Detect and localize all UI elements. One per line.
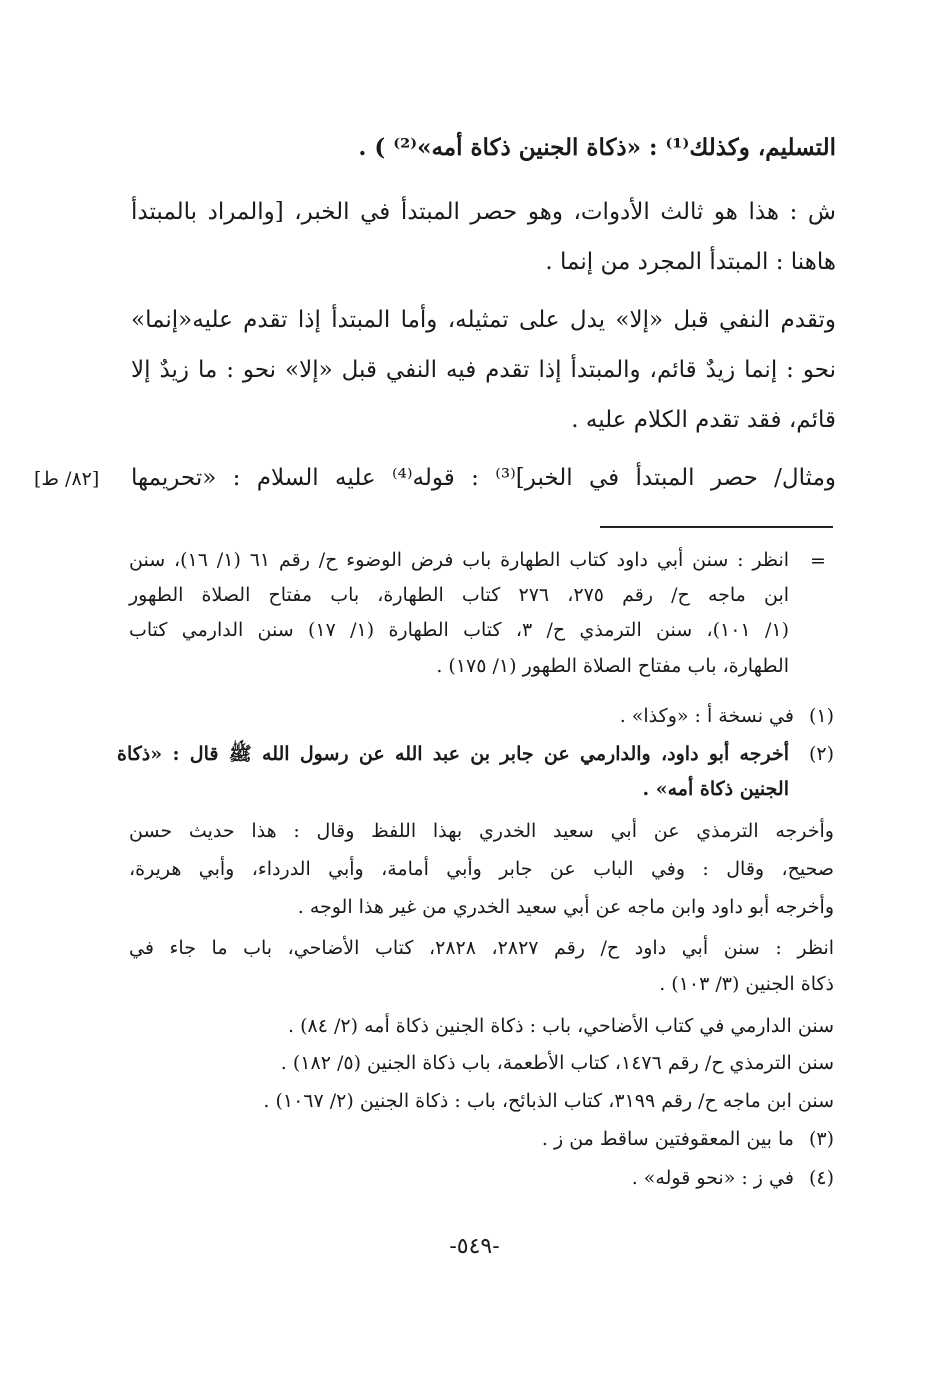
footnote-2-number: (٢) xyxy=(808,743,834,765)
footnote-2-more-4: انظر : سنن أبي داود ح/ رقم ٢٨٢٧، ٢٨٢٨، كتاب الأضاحي، باب ما جاء في xyxy=(129,937,835,959)
footnote-continuation-mark: = xyxy=(810,550,826,572)
main-line-3: هاهنا : المبتدأ المجرد من إنما . xyxy=(545,249,836,275)
footnote-4-number: (٤) xyxy=(808,1167,834,1189)
main-line-5: نحو : إنما زيدٌ قائم، والمبتدأ إذا تقدم فيه النفي قبل «إلا» نحو : ما زيدٌ إلا xyxy=(131,357,836,383)
footnote-2-line-2: الجنين ذكاة أمه» . xyxy=(642,778,789,800)
footnote-cont-line-1: انظر : سنن أبي داود كتاب الطهارة باب فرض الوضوء ح/ رقم ٦١ (١/ ١٦)، سنن xyxy=(129,549,790,571)
main-line-4: وتقدم النفي قبل «إلا» يدل على تمثيله، وأما المبتدأ إذا تقدم عليه«إنما» xyxy=(131,307,836,333)
footnote-2-line-1: أخرجه أبو داود، والدارمي عن جابر بن عبد الله عن رسول الله ﷺ قال : «ذكاة xyxy=(117,743,789,765)
footnote-1-text: في نسخة أ : «وكذا» . xyxy=(619,705,794,727)
footnote-3 xyxy=(129,1126,834,1152)
footnote-2-more-3: وأخرجه أبو داود وابن ماجه عن أبي سعيد الخدري من غير هذا الوجه . xyxy=(297,896,834,918)
main-line-7: ومثال/ حصر المبتدأ في الخبر]⁽³⁾ : قوله⁽⁴⁾ عليه السلام : «تحريمها xyxy=(131,465,836,491)
main-line-1: التسليم، وكذلك⁽¹⁾ : «ذكاة الجنين ذكاة أمه»⁽²⁾ ) . xyxy=(358,134,836,161)
main-line-2: ش : هذا هو ثالث الأدوات، وهو حصر المبتدأ في الخبر، [والمراد بالمبتدأ xyxy=(131,199,836,225)
footnote-4 xyxy=(129,1165,834,1191)
footnote-1-number: (١) xyxy=(808,705,834,727)
margin-folio-reference: [٨٢/ ط] xyxy=(34,468,100,490)
footnote-2-ref-3: سنن ابن ماجه ح/ رقم ٣١٩٩، كتاب الذبائح، باب : ذكاة الجنين (٢/ ١٠٦٧) . xyxy=(263,1090,834,1112)
footnote-separator xyxy=(600,526,833,528)
footnote-4-text: في ز : «نحو قوله» . xyxy=(631,1167,794,1189)
footnote-2-ref-1: سنن الدارمي في كتاب الأضاحي، باب : ذكاة الجنين ذكاة أمه (٢/ ٨٤) . xyxy=(288,1015,834,1037)
main-line-6: قائم، فقد تقدم الكلام عليه . xyxy=(571,407,836,433)
footnote-cont-line-4: الطهارة، باب مفتاح الصلاة الطهور (١/ ١٧٥) . xyxy=(436,655,789,677)
footnote-2-more-2: صحيح، وقال : وفي الباب عن جابر وأبي أمامة، وأبي الدرداء، وأبي هريرة، xyxy=(129,858,834,880)
footnote-3-number: (٣) xyxy=(808,1128,834,1150)
footnote-cont-line-3: (١/ ١٠١)، سنن الترمذي ح/ ٣، كتاب الطهارة (١/ ١٧) سنن الدارمي كتاب xyxy=(129,619,789,641)
footnote-2-more-5: ذكاة الجنين (٣/ ١٠٣) . xyxy=(659,973,834,995)
footnote-2-ref-2: سنن الترمذي ح/ رقم ١٤٧٦، كتاب الأطعمة، باب ذكاة الجنين (٥/ ١٨٢) . xyxy=(280,1052,834,1074)
footnote-3-text: ما بين المعقوفتين ساقط من ز . xyxy=(541,1128,794,1150)
page-number: -٥٤٩- xyxy=(449,1234,500,1259)
footnote-2-more-1: وأخرجه الترمذي عن أبي سعيد الخدري بهذا اللفظ وقال : هذا حديث حسن xyxy=(129,820,834,842)
footnote-cont-line-2: ابن ماجه ح/ رقم ٢٧٥، ٢٧٦ كتاب الطهارة، باب مفتاح الصلاة الطهور xyxy=(129,584,790,606)
footnote-1 xyxy=(129,703,834,729)
